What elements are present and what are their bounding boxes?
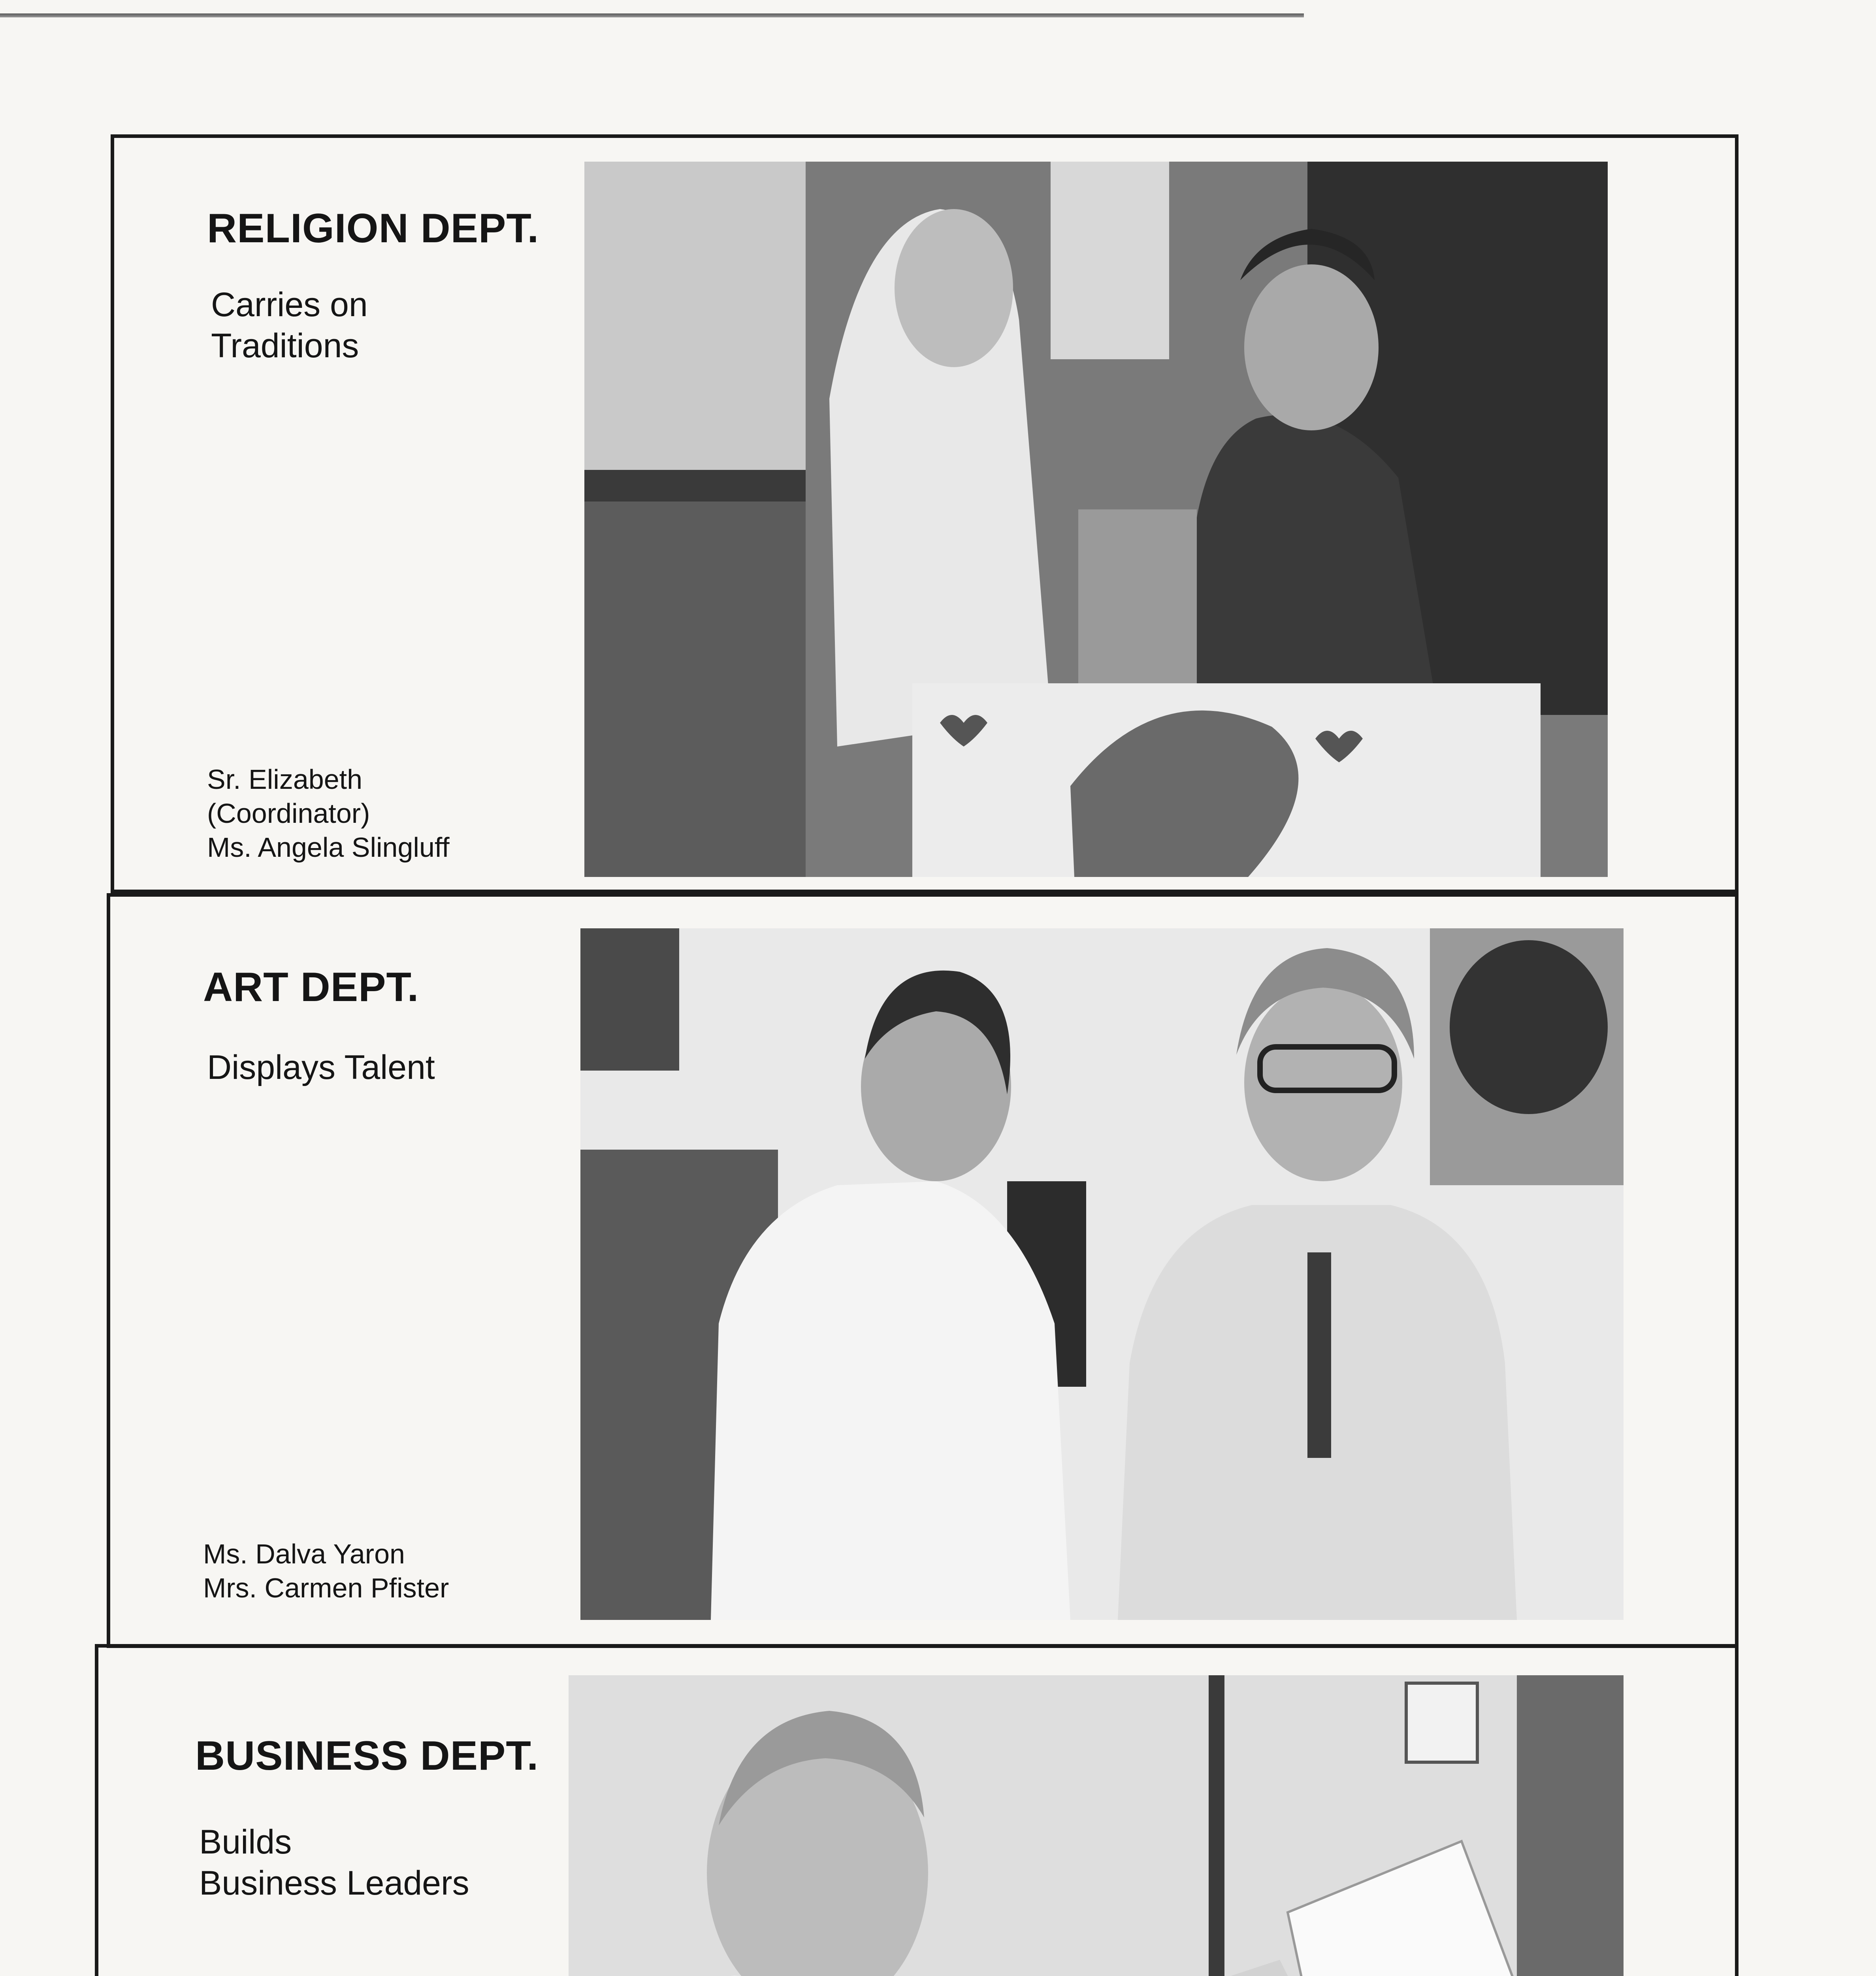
art-photo — [580, 928, 1624, 1620]
photo-caption — [207, 762, 450, 864]
caption-line: Ms. Angela Slingluff — [207, 832, 450, 863]
caption-line: Ms. Dalva Yaron — [203, 1539, 405, 1569]
religion-dept-panel — [111, 134, 1739, 893]
photo-caption — [203, 1537, 449, 1605]
subtitle-line: Traditions — [211, 327, 359, 365]
business-dept-panel — [95, 1644, 1739, 1976]
section-title: RELIGION DEPT. — [207, 206, 539, 251]
business-photo — [569, 1675, 1624, 1976]
subtitle-line: Builds — [199, 1823, 292, 1861]
subtitle-line: Displays Talent — [207, 1048, 435, 1086]
religion-photo — [584, 162, 1608, 877]
art-dept-panel — [107, 893, 1739, 1648]
subtitle-line: Carries on — [211, 286, 368, 324]
caption-line: Sr. Elizabeth — [207, 764, 362, 795]
caption-line: (Coordinator) — [207, 798, 370, 829]
subtitle-line: Business Leaders — [199, 1864, 469, 1902]
section-subtitle — [211, 284, 368, 366]
section-subtitle — [199, 1821, 469, 1904]
top-rule — [0, 13, 1304, 17]
caption-line: Mrs. Carmen Pfister — [203, 1573, 449, 1603]
section-title: ART DEPT. — [203, 964, 419, 1010]
section-subtitle — [207, 1047, 435, 1088]
section-title: BUSINESS DEPT. — [195, 1733, 539, 1779]
